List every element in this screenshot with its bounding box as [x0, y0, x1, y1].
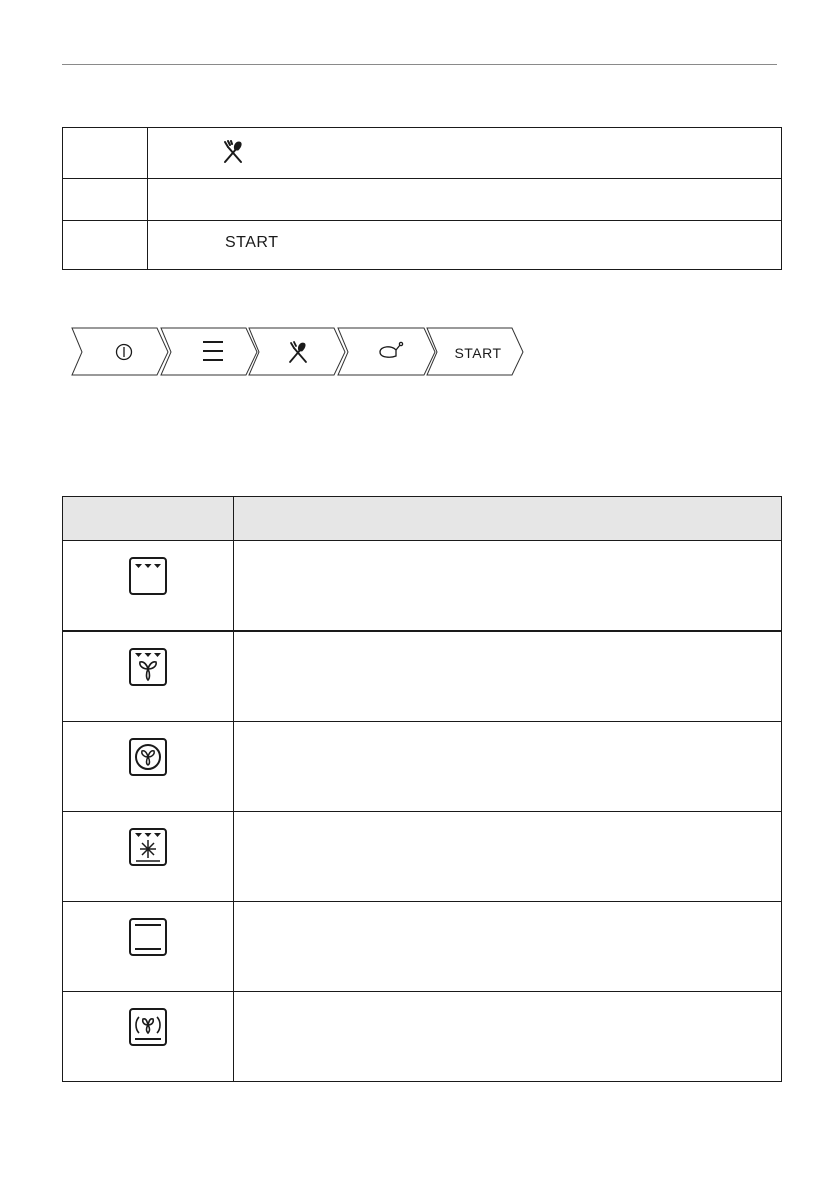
description-cell [234, 631, 782, 722]
table-row [63, 902, 782, 992]
symbol-cell [63, 902, 234, 992]
functions-table [62, 496, 782, 1082]
table-row [63, 812, 782, 902]
bottom-heat-fan-icon [128, 1007, 168, 1047]
fan-icon [128, 737, 168, 777]
start-label: START [225, 234, 279, 251]
functions-table-header [63, 497, 782, 541]
description-cell [234, 902, 782, 992]
grill-fan-icon [128, 647, 168, 687]
description-cell [234, 992, 782, 1082]
top-heat-icon [128, 556, 168, 596]
top-bottom-heat-icon [128, 917, 168, 957]
start-label: START [454, 345, 502, 361]
grill-defrost-icon [128, 827, 168, 867]
flow-step-power [72, 328, 168, 375]
table-row [63, 722, 782, 812]
symbol-cell [63, 812, 234, 902]
header-function [234, 497, 782, 541]
symbol-cell [63, 541, 234, 632]
description-cell [234, 812, 782, 902]
header-symbol [63, 497, 234, 541]
symbol-cell [63, 722, 234, 812]
symbol-cell [63, 631, 234, 722]
description-cell [234, 722, 782, 812]
description-cell [234, 541, 782, 632]
table-row [63, 992, 782, 1082]
flow-step-roast [338, 328, 435, 375]
symbol-cell [63, 992, 234, 1082]
table-row [63, 541, 782, 632]
flow-diagram [0, 0, 839, 400]
table-row [63, 631, 782, 722]
